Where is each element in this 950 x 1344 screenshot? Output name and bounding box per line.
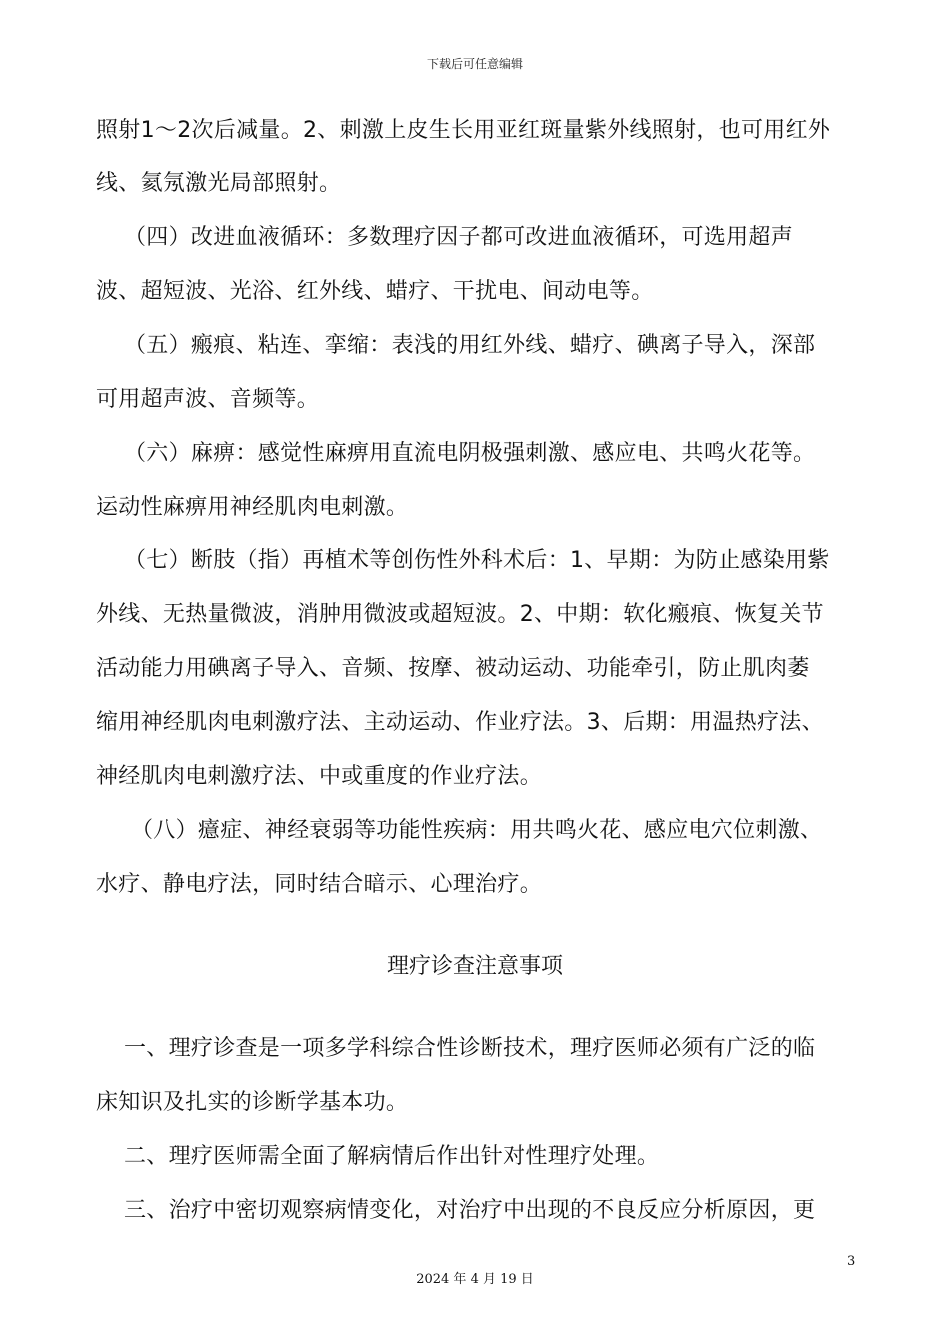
paragraph-line: 水疗、静电疗法，同时结合暗示、心理治疗。 xyxy=(96,872,543,897)
paragraph-line: （四）改进血液循环：多数理疗因子都可改进血液循环，可选用超声 xyxy=(124,225,794,250)
paragraph-line: 神经肌肉电刺激疗法、中或重度的作业疗法。 xyxy=(96,764,543,789)
page-number: 3 xyxy=(847,1254,856,1269)
paragraph-line: （五）瘢痕、粘连、挛缩：表浅的用红外线、蜡疗、碘离子导入，深部 xyxy=(124,333,816,358)
paragraph-line: 活动能力用碘离子导入、音频、按摩、被动运动、功能牵引，防止肌肉萎 xyxy=(96,656,810,681)
page-header: 下载后可任意编辑 xyxy=(426,57,523,71)
paragraph-line: 照射1～2次后减量。2、刺激上皮生长用亚红斑量紫外线照射，也可用红外 xyxy=(96,118,831,143)
paragraph-line: 床知识及扎实的诊断学基本功。 xyxy=(96,1090,409,1115)
paragraph-line: 三、治疗中密切观察病情变化，对治疗中出现的不良反应分析原因，更 xyxy=(124,1198,816,1223)
paragraph-line: 缩用神经肌肉电刺激疗法、主动运动、作业疗法。3、后期：用温热疗法、 xyxy=(96,710,824,735)
paragraph-line: 二、理疗医师需全面了解病情后作出针对性理疗处理。 xyxy=(124,1144,660,1169)
paragraph-line: （七）断肢（指）再植术等创伤性外科术后：1、早期：为防止感染用紫 xyxy=(124,548,830,573)
paragraph-line: 运动性麻痹用神经肌肉电刺激。 xyxy=(96,495,409,520)
paragraph-line: 可用超声波、音频等。 xyxy=(96,387,320,412)
paragraph-line: 线、氦氖激光局部照射。 xyxy=(96,171,342,196)
section-title: 理疗诊查注意事项 xyxy=(386,954,563,979)
paragraph-line: （六）麻痹：感觉性麻痹用直流电阴极强刺激、感应电、共鸣火花等。 xyxy=(124,441,816,466)
footer-date: 2024 年 4 月 19 日 xyxy=(416,1272,534,1287)
paragraph-line: 外线、无热量微波，消肿用微波或超短波。2、中期：软化瘢痕、恢复关节 xyxy=(96,602,824,627)
paragraph-line: 一、理疗诊查是一项多学科综合性诊断技术，理疗医师必须有广泛的临 xyxy=(124,1036,816,1061)
paragraph-line: （八）癔症、神经衰弱等功能性疾病：用共鸣火花、感应电穴位刺激、 xyxy=(131,818,823,843)
paragraph-line: 波、超短波、光浴、红外线、蜡疗、干扰电、间动电等。 xyxy=(96,279,654,304)
